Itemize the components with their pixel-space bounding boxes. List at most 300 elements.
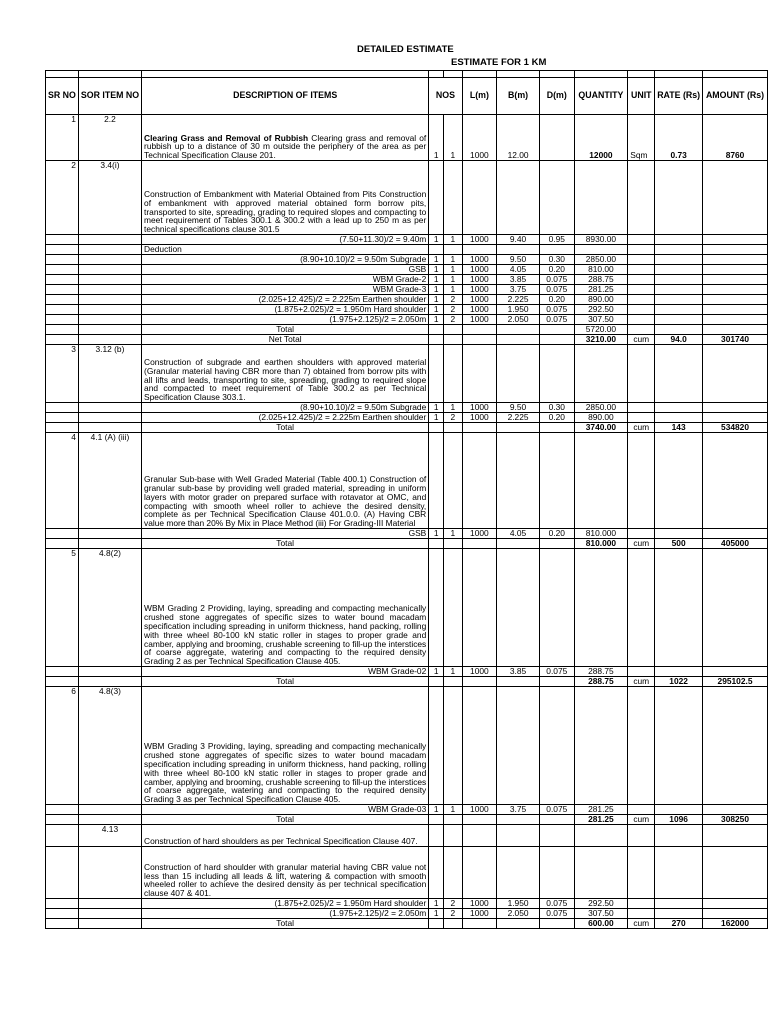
item-description: WBM Grading 3 Providing, laying, spreading and compacting mechanically crushed stone aggregates of specific sizes to water bound macadam specification including spreading in uniform thickness, hand packing, rolling with three wheel 80-100 kN static roller in stages to proper grade and camber, applying and brooming, crushable screening to fill-up the interstices of coarse aggregate, watering and compacting to the required density Grading 3 as per Technical Specification Clause 405. (142, 687, 429, 805)
empty-cell (78, 805, 141, 815)
empty-cell (462, 687, 496, 805)
empty-cell (703, 687, 768, 805)
nos-multiplier: 1 (444, 403, 463, 413)
empty-cell (497, 825, 540, 847)
empty-cell (703, 433, 768, 529)
quantity: 3740.00 (574, 423, 628, 433)
empty-cell (574, 161, 628, 235)
empty-cell (703, 825, 768, 847)
measurement-description: WBM Grade-02 (142, 667, 429, 677)
empty-cell (462, 847, 496, 899)
amount (703, 413, 768, 423)
quantity: 281.25 (574, 815, 628, 825)
measurement-description: GSB (142, 529, 429, 539)
empty-cell (462, 549, 496, 667)
nos-multiplier: 2 (444, 909, 463, 919)
empty-cell (628, 161, 655, 235)
breadth: 2.050 (497, 909, 540, 919)
quantity: 810.00 (574, 265, 628, 275)
depth: 0.20 (540, 265, 574, 275)
depth: 0.075 (540, 305, 574, 315)
header-sor-item-no: SOR ITEM NO (78, 78, 141, 115)
nos-multiplier: 1 (444, 667, 463, 677)
measurement-row (46, 677, 768, 687)
depth: 0.075 (540, 285, 574, 295)
document-subtitle: ESTIMATE FOR 1 KM (451, 57, 547, 68)
sr-no: 1 (46, 115, 79, 161)
amount (703, 235, 768, 245)
header-depth: D(m) (540, 78, 574, 115)
amount: 405000 (703, 539, 768, 549)
rate (655, 235, 703, 245)
nos-multiplier: 2 (444, 413, 463, 423)
amount (703, 265, 768, 275)
nos-count (429, 245, 444, 255)
length (462, 539, 496, 549)
empty-cell (46, 423, 79, 433)
empty-cell (540, 687, 574, 805)
nos-count (429, 815, 444, 825)
table-row (46, 115, 768, 161)
quantity: 307.50 (574, 909, 628, 919)
measurement-row (46, 235, 768, 245)
rate (655, 275, 703, 285)
empty-cell (429, 345, 444, 403)
rate: 500 (655, 539, 703, 549)
nos-multiplier: 1 (444, 805, 463, 815)
length: 1000 (462, 413, 496, 423)
rate (655, 305, 703, 315)
sr-no (46, 825, 79, 847)
breadth: 9.50 (497, 403, 540, 413)
depth: 0.20 (540, 295, 574, 305)
rate: 270 (655, 919, 703, 929)
measurement-description: (8.90+10.10)/2 = 9.50m Subgrade (142, 403, 429, 413)
amount (703, 667, 768, 677)
amount (703, 245, 768, 255)
sr-no: 5 (46, 549, 79, 667)
item-intro: Construction of hard shoulders as per Technical Specification Clause 407. (142, 825, 429, 847)
empty-cell (46, 275, 79, 285)
rate (655, 255, 703, 265)
nos-count (429, 919, 444, 929)
empty-cell (628, 433, 655, 529)
depth: 0.30 (540, 255, 574, 265)
measurement-row (46, 423, 768, 433)
length: 1000 (462, 315, 496, 325)
measurement-description: (2.025+12.425)/2 = 2.225m Earthen shoulder (142, 413, 429, 423)
empty-cell (444, 549, 463, 667)
length: 1000 (462, 295, 496, 305)
depth (540, 815, 574, 825)
empty-cell (78, 815, 141, 825)
length: 1000 (462, 305, 496, 315)
unit (628, 285, 655, 295)
sor-item-no: 4.8(3) (78, 687, 141, 805)
nos-multiplier: 1 (444, 285, 463, 295)
quantity: 288.75 (574, 275, 628, 285)
length (462, 677, 496, 687)
breadth: 12.00 (497, 115, 540, 161)
measurement-row (46, 275, 768, 285)
depth (540, 919, 574, 929)
empty-cell (444, 161, 463, 235)
depth (540, 335, 574, 345)
measurement-row (46, 305, 768, 315)
empty-cell (46, 403, 79, 413)
amount: 301740 (703, 335, 768, 345)
length: 1000 (462, 275, 496, 285)
unit: cum (628, 919, 655, 929)
measurement-row (46, 919, 768, 929)
rate: 143 (655, 423, 703, 433)
header-description: DESCRIPTION OF ITEMS (142, 78, 429, 115)
measurement-row (46, 529, 768, 539)
item-description: Construction of subgrade and earthen shoulders with approved material (Granular material having CBR more than 7) obtained from borrow pits with all lifts and leads, transporting to site, spreading, grading to required slope and compacted to meet requirement of Table 300.2 as per Technical Specification Clause 303.1. (142, 345, 429, 403)
empty-cell (444, 433, 463, 529)
table-row (46, 847, 768, 899)
nos-count: 1 (429, 909, 444, 919)
rate (655, 325, 703, 335)
unit (628, 305, 655, 315)
nos-count: 1 (429, 235, 444, 245)
empty-cell (78, 423, 141, 433)
breadth: 3.85 (497, 667, 540, 677)
breadth: 4.05 (497, 529, 540, 539)
empty-cell (655, 825, 703, 847)
sr-no: 4 (46, 433, 79, 529)
quantity: 307.50 (574, 315, 628, 325)
nos-multiplier: 1 (444, 255, 463, 265)
empty-cell (574, 549, 628, 667)
nos-count: 1 (429, 805, 444, 815)
breadth (497, 539, 540, 549)
empty-cell (46, 245, 79, 255)
unit (628, 529, 655, 539)
amount (703, 403, 768, 413)
empty-cell (628, 687, 655, 805)
sor-item-no: 4.13 (78, 825, 141, 847)
nos-count: 1 (429, 265, 444, 275)
measurement-description: WBM Grade-2 (142, 275, 429, 285)
nos-count: 1 (429, 315, 444, 325)
empty-cell (462, 345, 496, 403)
nos-multiplier: 1 (444, 275, 463, 285)
measurement-description: Total (142, 815, 429, 825)
empty-cell (628, 345, 655, 403)
item-description: WBM Grading 2 Providing, laying, spreading and compacting mechanically crushed stone aggregates of specific sizes to water bound macadam specification including spreading in uniform thickness, hand packing, rolling with three wheel 80-100 kN static roller in stages to proper grade and camber, applying and brooming, crushable screening to fill-up the interstices of coarse aggregate, watering and compacting to the required density Grading 2 as per Technical Specification Clause 405. (142, 549, 429, 667)
empty-cell (655, 847, 703, 899)
header-unit: UNIT (628, 78, 655, 115)
breadth (497, 335, 540, 345)
depth: 0.075 (540, 899, 574, 909)
quantity: 2850.00 (574, 255, 628, 265)
measurement-description: Total (142, 677, 429, 687)
unit (628, 265, 655, 275)
empty-cell (703, 161, 768, 235)
measurement-row (46, 413, 768, 423)
sor-item-no: 3.12 (b) (78, 345, 141, 403)
unit (628, 235, 655, 245)
rate (655, 265, 703, 275)
breadth: 9.40 (497, 235, 540, 245)
breadth: 9.50 (497, 255, 540, 265)
quantity: 810.000 (574, 539, 628, 549)
quantity: 5720.00 (574, 325, 628, 335)
empty-cell (574, 433, 628, 529)
amount (703, 305, 768, 315)
empty-cell (429, 433, 444, 529)
nos-multiplier (444, 677, 463, 687)
empty-cell (78, 335, 141, 345)
empty-cell (78, 403, 141, 413)
length: 1000 (462, 805, 496, 815)
quantity: 288.75 (574, 677, 628, 687)
empty-cell (78, 919, 141, 929)
quantity: 810.000 (574, 529, 628, 539)
nos-multiplier (444, 919, 463, 929)
length: 1000 (462, 115, 496, 161)
empty-cell (78, 255, 141, 265)
nos-count: 1 (429, 255, 444, 265)
table-row (46, 549, 768, 667)
rate (655, 315, 703, 325)
rate: 94.0 (655, 335, 703, 345)
empty-cell (46, 677, 79, 687)
empty-cell (497, 847, 540, 899)
empty-cell (46, 295, 79, 305)
length: 1000 (462, 265, 496, 275)
measurement-description: (1.875+2.025)/2 = 1.950m Hard shoulder (142, 899, 429, 909)
unit (628, 315, 655, 325)
nos-count: 1 (429, 529, 444, 539)
nos-count: 1 (429, 403, 444, 413)
sr-no: 2 (46, 161, 79, 235)
nos-multiplier (444, 325, 463, 335)
measurement-row (46, 667, 768, 677)
empty-cell (46, 529, 79, 539)
depth: 0.075 (540, 315, 574, 325)
nos-count: 1 (429, 305, 444, 315)
quantity: 288.75 (574, 667, 628, 677)
empty-cell (497, 345, 540, 403)
quantity (574, 245, 628, 255)
nos-count: 1 (429, 285, 444, 295)
empty-cell (78, 305, 141, 315)
breadth: 1.950 (497, 899, 540, 909)
sor-item-no: 3.4(i) (78, 161, 141, 235)
empty-cell (46, 315, 79, 325)
empty-cell (46, 413, 79, 423)
unit (628, 805, 655, 815)
quantity: 890.00 (574, 413, 628, 423)
unit: cum (628, 539, 655, 549)
header-nos: NOS (429, 78, 462, 115)
nos-multiplier: 1 (444, 529, 463, 539)
depth: 0.075 (540, 909, 574, 919)
empty-cell (462, 161, 496, 235)
quantity: 2850.00 (574, 403, 628, 413)
nos-count (429, 325, 444, 335)
nos-multiplier (444, 815, 463, 825)
measurement-row (46, 899, 768, 909)
table-row (46, 687, 768, 805)
nos-multiplier: 1 (444, 115, 463, 161)
nos-count: 1 (429, 413, 444, 423)
empty-cell (655, 549, 703, 667)
breadth: 2.225 (497, 413, 540, 423)
empty-cell (78, 529, 141, 539)
depth (540, 325, 574, 335)
empty-cell (429, 687, 444, 805)
unit: cum (628, 677, 655, 687)
depth (540, 115, 574, 161)
empty-cell (46, 235, 79, 245)
measurement-description: GSB (142, 265, 429, 275)
quantity: 3210.00 (574, 335, 628, 345)
quantity: 890.00 (574, 295, 628, 305)
nos-count (429, 423, 444, 433)
measurement-row (46, 265, 768, 275)
measurement-row (46, 805, 768, 815)
empty-cell (703, 847, 768, 899)
rate: 0.73 (655, 115, 703, 161)
amount: 8760 (703, 115, 768, 161)
amount (703, 285, 768, 295)
empty-cell (46, 265, 79, 275)
empty-cell (703, 345, 768, 403)
empty-cell (46, 255, 79, 265)
nos-count: 1 (429, 667, 444, 677)
measurement-description: (2.025+12.425)/2 = 2.225m Earthen shoulder (142, 295, 429, 305)
quantity: 281.25 (574, 805, 628, 815)
item-description (142, 115, 429, 161)
empty-cell (78, 667, 141, 677)
rate: 1022 (655, 677, 703, 687)
nos-multiplier (444, 335, 463, 345)
empty-cell (429, 847, 444, 899)
empty-cell (46, 919, 79, 929)
length: 1000 (462, 529, 496, 539)
sor-item-no: 4.8(2) (78, 549, 141, 667)
nos-multiplier (444, 539, 463, 549)
unit: cum (628, 815, 655, 825)
amount (703, 315, 768, 325)
empty-cell (46, 539, 79, 549)
empty-cell (46, 335, 79, 345)
empty-cell (78, 325, 141, 335)
length: 1000 (462, 667, 496, 677)
rate (655, 899, 703, 909)
depth: 0.075 (540, 805, 574, 815)
breadth (497, 919, 540, 929)
amount (703, 899, 768, 909)
empty-cell (497, 161, 540, 235)
quantity: 292.50 (574, 305, 628, 315)
nos-multiplier: 2 (444, 305, 463, 315)
rate (655, 413, 703, 423)
empty-cell (540, 161, 574, 235)
breadth (497, 325, 540, 335)
depth: 0.95 (540, 235, 574, 245)
document-title: DETAILED ESTIMATE (357, 44, 454, 55)
measurement-description: WBM Grade-3 (142, 285, 429, 295)
empty-cell (628, 847, 655, 899)
measurement-description: Total (142, 325, 429, 335)
empty-cell (78, 847, 141, 899)
empty-cell (628, 549, 655, 667)
breadth: 4.05 (497, 265, 540, 275)
breadth: 3.75 (497, 805, 540, 815)
amount: 162000 (703, 919, 768, 929)
depth: 0.075 (540, 667, 574, 677)
amount (703, 529, 768, 539)
rate (655, 805, 703, 815)
length: 1000 (462, 899, 496, 909)
depth (540, 677, 574, 687)
empty-cell (497, 549, 540, 667)
depth: 0.30 (540, 403, 574, 413)
amount: 295102.5 (703, 677, 768, 687)
rate (655, 295, 703, 305)
empty-cell (46, 805, 79, 815)
rate (655, 667, 703, 677)
rate (655, 285, 703, 295)
measurement-description: (7.50+11.30)/2 = 9.40m (142, 235, 429, 245)
empty-cell (540, 433, 574, 529)
empty-cell (497, 687, 540, 805)
rate (655, 403, 703, 413)
empty-cell (655, 161, 703, 235)
measurement-description: (1.875+2.025)/2 = 1.950m Hard shoulder (142, 305, 429, 315)
empty-cell (444, 847, 463, 899)
rate (655, 529, 703, 539)
empty-cell (78, 235, 141, 245)
empty-cell (46, 667, 79, 677)
measurement-description: WBM Grade-03 (142, 805, 429, 815)
nos-multiplier: 1 (444, 265, 463, 275)
table-row (46, 345, 768, 403)
unit (628, 325, 655, 335)
nos-count: 1 (429, 899, 444, 909)
header-quantity: QUANTITY (574, 78, 628, 115)
measurement-row (46, 325, 768, 335)
nos-multiplier: 1 (444, 235, 463, 245)
length (462, 325, 496, 335)
depth (540, 423, 574, 433)
unit: Sqm (628, 115, 655, 161)
sr-no: 3 (46, 345, 79, 403)
table-row (46, 825, 768, 847)
breadth (497, 245, 540, 255)
sor-item-no: 4.1 (A) (iii) (78, 433, 141, 529)
item-heading: Clearing Grass and Removal of Rubbish (144, 132, 309, 143)
nos-multiplier: 2 (444, 295, 463, 305)
empty-cell (46, 847, 79, 899)
length (462, 919, 496, 929)
empty-cell (46, 285, 79, 295)
length: 1000 (462, 235, 496, 245)
empty-cell (78, 265, 141, 275)
nos-count (429, 539, 444, 549)
amount (703, 275, 768, 285)
depth: 0.20 (540, 413, 574, 423)
item-description: Construction of hard shoulder with granular material having CBR value not less than 15 including all leads & lift, watering & compaction with smooth wheeled roller to achieve the desired density as per technical specification clause 407 & 401. (142, 847, 429, 899)
empty-cell (78, 245, 141, 255)
length: 1000 (462, 403, 496, 413)
length (462, 815, 496, 825)
header-amount: AMOUNT (Rs) (703, 78, 768, 115)
